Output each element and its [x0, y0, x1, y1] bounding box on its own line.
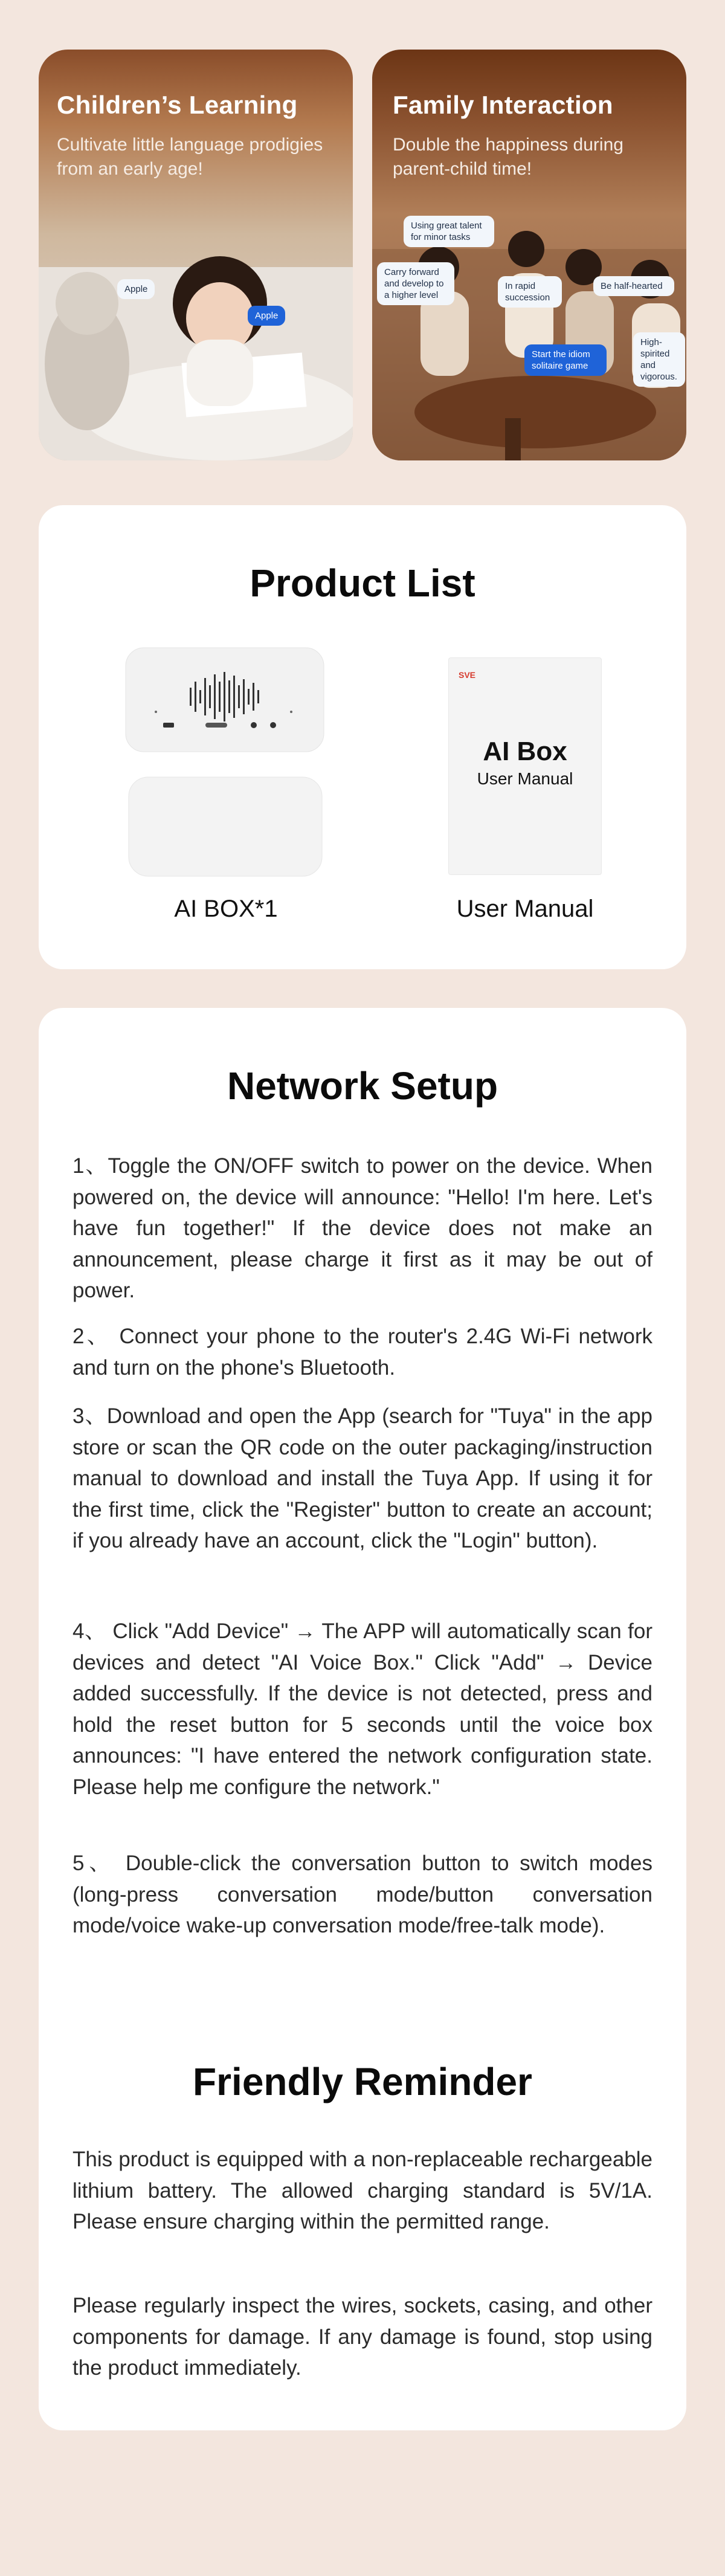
speech-bubble-highlight: Apple — [248, 306, 285, 326]
speech-bubble: Apple — [117, 279, 155, 299]
speech-bubble: In rapid succession — [498, 276, 562, 308]
setup-step: 5、 Double-click the conversation button to switch modes (long-press conversation mode/button conversation mode/voice wake-up conversation mode/free-talk mode). — [72, 1851, 652, 1937]
ai-box-device-image — [123, 645, 329, 784]
reminder-paragraph: Please regularly inspect the wires, sockets, casing, and other components for damage. If any damage is found, stop using the product immediately. — [72, 2294, 652, 2380]
ai-box-device-back-image — [126, 771, 326, 880]
setup-step: 2、 Connect your phone to the router's 2.4G Wi-Fi network and turn on the phone's Bluetooth. — [72, 1325, 652, 1380]
section-title: Friendly Reminder — [193, 2060, 532, 2103]
children-learning-card — [39, 50, 353, 460]
manual-subtitle: User Manual — [477, 769, 573, 788]
setup-step: 1、Toggle the ON/OFF switch to power on the device. When powered on, the device will announce: "Hello! I'm here. Let's have fun together!" If the device does not make an announcement, please charge it first as it may be out of power. — [72, 1154, 652, 1302]
speech-bubble: High-spirited and vigorous. — [633, 332, 685, 387]
item-caption: AI BOX*1 — [174, 896, 278, 922]
section-title: Product List — [250, 561, 475, 605]
speech-bubble: Carry forward and develop to a higher level — [377, 262, 454, 305]
card-title: Children’s Learning — [57, 91, 298, 119]
card-title: Family Interaction — [393, 91, 613, 119]
family-interaction-card — [372, 50, 686, 460]
network-setup-card — [39, 1008, 686, 2430]
speech-bubble: Using great talent for minor tasks — [404, 216, 494, 247]
card-subtitle: Cultivate little language prodigies from an early age! — [57, 135, 323, 179]
setup-step: 4、 Click "Add Device" → The APP will automatically scan for devices and detect "AI Voice Box." Click "Add" → Device added successfully. If the device is not detected, press and hold the reset button for 5 seconds until the voice box announces: "I have entered the network configuration state. Please help me configure the network." — [72, 1619, 652, 1799]
manual-title: AI Box — [483, 737, 567, 766]
brand-logo: SVE — [459, 670, 476, 680]
speech-bubble: Be half-hearted — [593, 276, 674, 296]
product-list-card — [39, 505, 686, 969]
reminder-paragraph: This product is equipped with a non-replaceable rechargeable lithium battery. The allowed charging standard is 5V/1A. Please ensure charging within the permitted range. — [72, 2148, 652, 2233]
user-manual-image — [448, 657, 602, 875]
section-title: Network Setup — [227, 1064, 498, 1108]
speech-bubble-highlight: Start the idiom solitaire game — [524, 344, 607, 376]
card-subtitle: Double the happiness during parent-child time! — [393, 135, 624, 179]
setup-step: 3、Download and open the App (search for "Tuya" in the app store or scan the QR code on the outer packaging/instruction manual to download and install the Tuya App. If using it for the first time, click the "Register" button to create an account; if you already have an account, click the "Login" button). — [72, 1404, 652, 1552]
item-caption: User Manual — [456, 896, 594, 922]
